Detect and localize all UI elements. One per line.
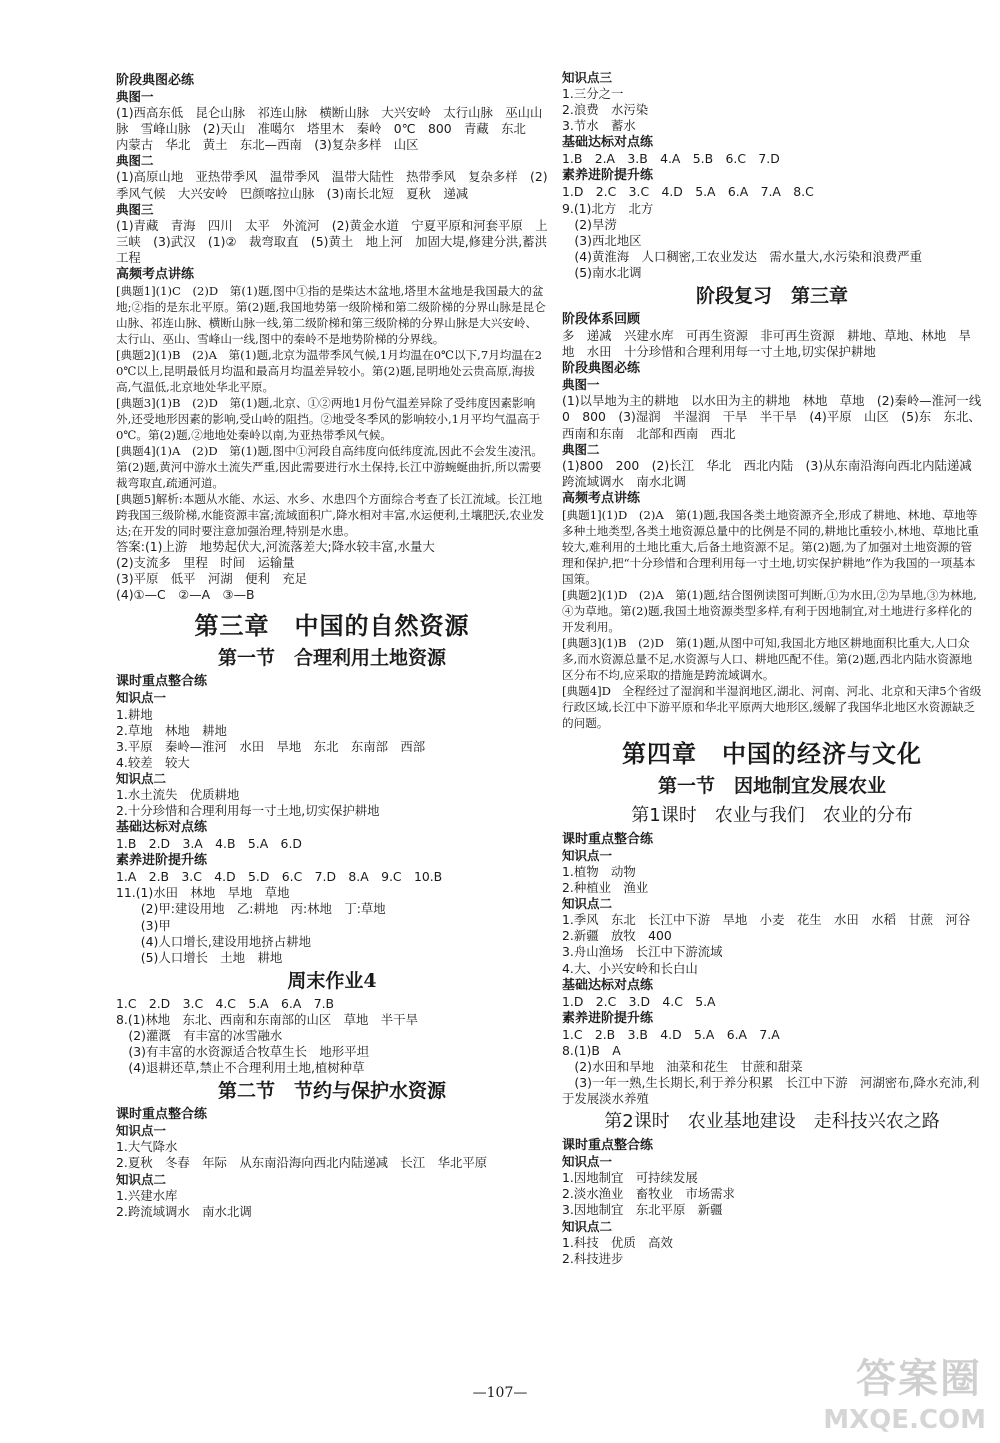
explanation-paragraph: [典题4](1)A (2)D 第(1)题,图中①河段自高纬度向低纬度流,因此不会发生凌汛。第(2)题,黄河中游水土流失严重,因此需要进行水土保持,长江中游蜿蜒曲折,所以需要裁弯取直,疏通河道。 (116, 444, 543, 491)
section-title: 第一节 因地制宜发展农业 (657, 774, 886, 797)
section-heading: 阶段典图必练 (562, 361, 641, 377)
watermark (823, 1347, 992, 1437)
section-heading: 素养进阶提升练 (562, 1010, 654, 1026)
answer-line: 3.平原 秦岭—淮河 水田 旱地 东北 东南部 西部 (116, 738, 426, 754)
answer-line: 1.D 2.C 3.D 4.C 5.A (562, 993, 716, 1009)
answer-line: 1.水土流失 优质耕地 (116, 786, 240, 802)
answer-line: 1.季风 东北 长江中下游 旱地 小麦 花生 水田 水稻 甘蔗 河谷 (562, 912, 971, 928)
answer-line: 1.D 2.C 3.C 4.D 5.A 6.A 7.A 8.C (562, 184, 814, 200)
subsection-label: 典图二 (562, 441, 600, 457)
answer-line: 11.(1)水田 林地 旱地 草地 (116, 885, 290, 901)
section-heading: 课时重点整合练 (116, 1107, 208, 1123)
answer-line: (1)青藏 青海 四川 太平 外流河 (2)黄金水道 宁夏平原和河套平原 上 三峡 (3)武汉 (1)② 裁弯取直 (5)黄土 地上河 加固大堤,修建分洪,蓄洪工程 (116, 217, 560, 265)
answer-line: 2.夏秋 冬春 年际 从东南沿海向西北内陆递减 长江 华北平原 (116, 1155, 488, 1171)
chapter-title: 第三章 中国的自然资源 (194, 611, 470, 641)
answer-line: 1.三分之一 (562, 86, 624, 102)
subsection-label: 知识点一 (116, 1123, 167, 1139)
explanation-paragraph: [典题3](1)B (2)D 第(1)题,从图中可知,我国北方地区耕地面积比重大,人口众多,而水资源总量不足,水资源与人口、耕地匹配不佳。第(2)题,西北内陆水资源地区分布不均,应采取的措施是跨流域调水。 (562, 635, 973, 682)
answer-line: 9.(1)北方 北方 (562, 200, 654, 216)
answer-line: (3)西北地区 (562, 232, 642, 248)
answer-line: (2)旱涝 (562, 216, 617, 232)
answer-line: 1.大气降水 (116, 1139, 178, 1155)
section-heading: 高频考点讲练 (562, 490, 641, 506)
explanation-paragraph: [典题4]D 全程经过了湿润和半湿润地区,湖北、河南、河北、北京和天津5个省级行政区域,长江中下游平原和华北平原两大地形区,缓解了我国华北地区水资源缺乏的问题。 (562, 683, 982, 730)
answer-line: 2.新疆 放牧 400 (562, 928, 672, 944)
answer-line: (3)有丰富的水资源适合牧草生长 地形平坦 (116, 1044, 369, 1060)
answer-line: (2)支流多 里程 时间 运输量 (116, 555, 295, 571)
answer-line: 8.(1)林地 东北、西南和东南部的山区 草地 半干旱 (116, 1011, 418, 1027)
section-heading: 阶段典图必练 (116, 73, 195, 88)
subsection-label: 知识点二 (116, 770, 167, 786)
answer-line: (1)以旱地为主的耕地 以水田为主的耕地 林地 草地 (2)秦岭—淮河一线 0 800 (3)湿润 半湿润 干旱 半干旱 (4)平原 山区 (5)东 东北、西南和东南 北部和西南 西北 (562, 393, 994, 441)
section-heading: 基础达标对点练 (562, 135, 654, 151)
explanation-paragraph: [典题1](1)D (2)A 第(1)题,我国各类土地资源齐全,形成了耕地、林地、草地等多种土地类型,各类土地资源总量中的比例是不同的,耕地比重较小,林地、草地比重较大,难利用的土地比重大,后备土地资源不足。第(2)题,为了加强对土地资源的管理和保护,把“十分珍惜和合理利用每一寸土地,切实保护耕地”作为我国的一项基本国策。 (562, 507, 979, 586)
subsection-label: 知识点二 (562, 1218, 613, 1234)
lesson-title: 第2课时 农业基地建设 走科技兴农之路 (604, 1111, 940, 1133)
answer-line: 4.大、小兴安岭和长白山 (562, 960, 698, 976)
section-heading: 素养进阶提升练 (116, 853, 208, 869)
answer-line: 1.A 2.B 3.C 4.D 5.D 6.C 7.D 8.A 9.C 10.B (116, 869, 443, 885)
answer-line: (4)①—C ②—A ③—B (116, 587, 255, 603)
answer-line: 1.兴建水库 (116, 1187, 178, 1203)
answer-line: 3.舟山渔场 长江中下游流域 (562, 944, 723, 960)
subsection-label: 知识点二 (116, 1171, 167, 1187)
page-number: —107— (472, 1385, 528, 1401)
section-heading: 课时重点整合练 (562, 1138, 654, 1154)
answer-line: 1.科技 优质 高效 (562, 1234, 673, 1250)
section-heading: 课时重点整合练 (562, 831, 654, 847)
answer-line: (2)灌溉 有丰富的冰雪融水 (116, 1028, 283, 1043)
explanation-paragraph: [典题1](1)C (2)D 第(1)题,图中①指的是柴达木盆地,塔里木盆地是我国最大的盆地;②指的是东北平原。第(2)题,我国地势第一级阶梯和第二级阶梯的分界山脉是昆仑山脉、祁连山脉、横断山脉一线,第二级阶梯和第三级阶梯的分界山脉是大兴安岭、太行山、巫山、雪峰山一线,图中的秦岭不是地势阶梯的分界线。 (116, 284, 546, 347)
section-title: 第一节 合理利用土地资源 (217, 647, 446, 670)
answer-line: (5)人口增长 土地 耕地 (116, 949, 283, 965)
answer-line: 1.因地制宜 可持续发展 (562, 1170, 698, 1186)
explanation-paragraph: [典题5]解析:本题从水能、水运、水乡、水患四个方面综合考查了长江流域。长江地跨我国三级阶梯,水能资源丰富;流域面积广,降水相对丰富,水运便利,土壤肥沃,农业发达;在开发的同时要注意加强治理,特别是水患。 (116, 492, 545, 539)
subsection-label: 典图三 (116, 201, 154, 217)
section-heading: 基础达标对点练 (116, 820, 208, 836)
answer-line: 答案:(1)上游 地势起伏大,河流落差大;降水较丰富,水量大 (116, 539, 435, 555)
subsection-label: 典图一 (562, 377, 600, 393)
section-heading: 高频考点讲练 (116, 267, 195, 283)
subsection-label: 知识点三 (562, 70, 613, 85)
subsection-label: 典图一 (116, 89, 154, 104)
answer-line: (1)高原山地 亚热带季风 温带季风 温带大陆性 热带季风 复杂多样 (2)季风气候 大兴安岭 巴颜喀拉山脉 (3)南长北短 夏秋 递减 (116, 169, 548, 201)
subsection-label: 知识点一 (562, 847, 613, 863)
answer-line: (1)800 200 (2)长江 华北 西北内陆 (3)从东南沿海向西北内陆递减 跨流域调水 南水北调 (562, 457, 985, 489)
answer-line: 2.跨流域调水 南水北调 (116, 1203, 252, 1219)
section-title: 阶段复习 第三章 (695, 285, 848, 308)
lesson-title: 第1课时 农业与我们 农业的分布 (631, 804, 913, 826)
answer-line: 多 递减 兴建水库 可再生资源 非可再生资源 耕地、草地、林地 旱地 水田 十分珍惜和合理利用每一寸土地,切实保护耕地 (562, 328, 971, 360)
subsection-label: 知识点一 (562, 1154, 613, 1170)
subsection-label: 知识点二 (562, 896, 613, 912)
answer-line: (4)人口增长,建设用地挤占耕地 (116, 933, 311, 949)
explanation-paragraph: [典题3](1)B (2)D 第(1)题,北京、①②两地1月份气温差异除了受纬度因素影响外,还受地形因素的影响,受山岭的阻挡。②地受冬季风的影响较小,1月平均气温高于0℃。第(2)题,②地地处秦岭以南,为亚热带季风气候。 (116, 396, 541, 443)
answer-line: (3)平原 低平 河湖 便利 充足 (116, 571, 308, 587)
explanation-paragraph: [典题2](1)B (2)A 第(1)题,北京为温带季风气候,1月均温在0℃以下,7月均温在20℃以上,昆明最低月均温和最高月均温差异较小。第(2)题,昆明地处云贵高原,海拔高,气温低,北京地处华北平原。 (116, 348, 542, 395)
subsection-label: 典图二 (116, 153, 154, 169)
section-title: 周末作业4 (287, 969, 377, 992)
answer-line: 1.B 2.A 3.B 4.A 5.B 6.C 7.D (562, 151, 780, 167)
answer-line: 3.因地制宜 东北平原 新疆 (562, 1202, 723, 1218)
watermark-url: MXQE.COM (823, 1405, 986, 1435)
answer-line: 2.科技进步 (562, 1250, 624, 1266)
answer-line: (3)甲 (116, 917, 171, 933)
answer-line: (4)退耕还草,禁止不合理利用土地,植树种草 (116, 1060, 365, 1076)
subsection-label: 知识点一 (116, 690, 167, 706)
section-heading: 基础达标对点练 (562, 977, 654, 993)
answer-line: 4.较差 较大 (116, 754, 190, 770)
answer-line: 1.植物 动物 (562, 863, 636, 879)
answer-line: 1.B 2.D 3.A 4.B 5.A 6.D (116, 836, 302, 852)
answer-line: (1)西高东低 昆仑山脉 祁连山脉 横断山脉 大兴安岭 太行山脉 巫山山脉 雪峰山脉 (2)天山 准噶尔 塔里木 秦岭 0℃ 800 青藏 东北 内蒙古 华北 黄土 东北—西南 (3)复杂多样 山区 (116, 105, 543, 153)
right-column (562, 70, 994, 1267)
answer-line: (3)一年一熟,生长期长,利于养分积累 长江中下游 河湖密布,降水充沛,利于发展淡水养殖 (562, 1075, 980, 1107)
answer-line: 1.耕地 (116, 706, 153, 722)
answer-line: 2.种植业 渔业 (562, 880, 649, 896)
answer-line: (2)水田和旱地 油菜和花生 甘蔗和甜菜 (562, 1058, 803, 1074)
section-title: 第二节 节约与保护水资源 (217, 1080, 446, 1103)
answer-line: 8.(1)B A (562, 1042, 621, 1058)
answer-line: (2)甲:建设用地 乙:耕地 丙:林地 丁:草地 (116, 901, 386, 917)
answer-line: 1.C 2.B 3.B 4.D 5.A 6.A 7.A (562, 1026, 780, 1042)
answer-line: 2.十分珍惜和合理利用每一寸土地,切实保护耕地 (116, 803, 380, 819)
answer-line: 1.C 2.D 3.C 4.C 5.A 6.A 7.B (116, 995, 335, 1011)
answer-line: (5)南水北调 (562, 264, 642, 280)
section-heading: 课时重点整合练 (116, 674, 208, 690)
chapter-title: 第四章 中国的经济与文化 (622, 738, 922, 768)
watermark-logo: 答案圈 (856, 1355, 982, 1402)
left-column (116, 72, 560, 1220)
answer-line: 2.浪费 水污染 (562, 102, 649, 118)
section-heading: 素养进阶提升练 (562, 168, 654, 184)
answer-line: 2.淡水渔业 畜牧业 市场需求 (562, 1186, 735, 1202)
answer-line: 3.节水 蓄水 (562, 118, 636, 134)
answer-line: (4)黄淮海 人口稠密,工农业发达 需水量大,水污染和浪费严重 (562, 248, 922, 264)
explanation-paragraph: [典题2](1)D (2)A 第(1)题,结合图例读图可判断,①为水田,②为旱地,③为林地,④为草地。第(2)题,我国土地资源类型多样,有利于因地制宜,对土地进行多样化的开发利用。 (562, 587, 977, 634)
section-heading: 阶段体系回顾 (562, 312, 641, 328)
answer-line: 2.草地 林地 耕地 (116, 722, 227, 738)
